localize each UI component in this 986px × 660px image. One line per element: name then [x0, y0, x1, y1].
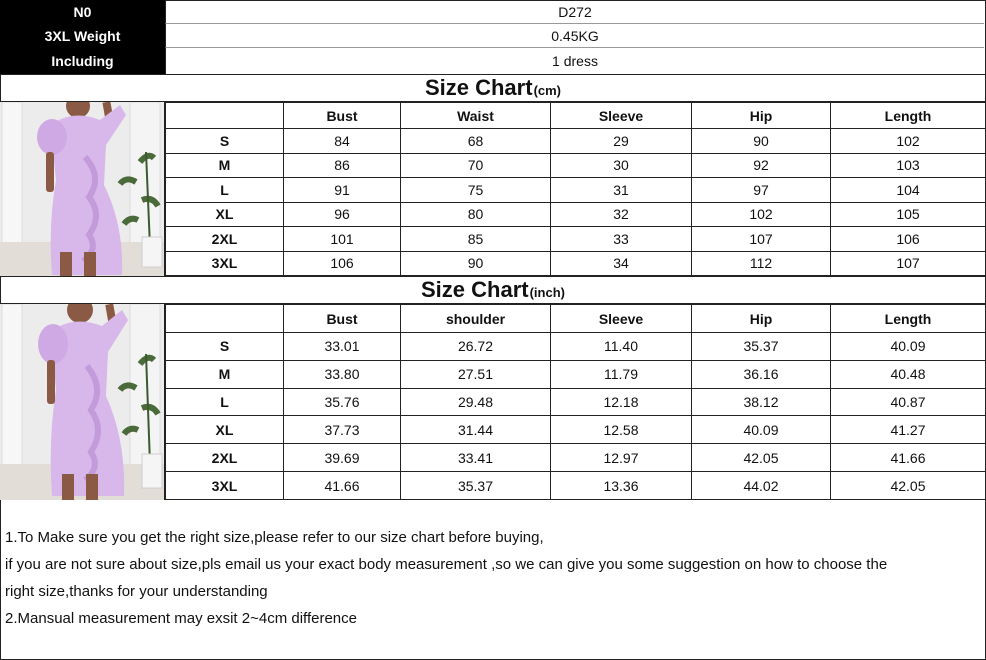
size-chart-inch-title — [0, 276, 986, 304]
measurement-cell: 11.79 — [551, 360, 692, 388]
size-label: XL — [166, 416, 284, 444]
measurement-cell: 85 — [401, 227, 551, 252]
column-header: Length — [831, 103, 986, 129]
measurement-cell: 75 — [401, 178, 551, 203]
measurement-cell: 101 — [284, 227, 401, 252]
title-text: Size Chart — [424, 75, 533, 100]
measurement-cell: 40.87 — [831, 388, 986, 416]
dress-image — [0, 304, 165, 500]
measurement-cell: 12.97 — [551, 444, 692, 472]
measurement-cell: 70 — [401, 153, 551, 178]
column-header: Sleeve — [551, 305, 692, 333]
size-label: S — [166, 129, 284, 154]
table-row — [166, 444, 986, 472]
label-including: Including — [0, 48, 165, 74]
table-row — [166, 153, 986, 178]
measurement-cell: 106 — [831, 227, 986, 252]
title-text: Size Chart — [421, 277, 529, 302]
measurement-cell: 107 — [831, 251, 986, 276]
measurement-cell: 11.40 — [551, 333, 692, 361]
column-header — [166, 305, 284, 333]
table-row — [166, 202, 986, 227]
value-including: 1 dress — [165, 48, 984, 74]
measurement-cell: 13.36 — [551, 472, 692, 500]
table-row — [166, 178, 986, 203]
measurement-cell: 96 — [284, 202, 401, 227]
measurement-cell: 29.48 — [401, 388, 551, 416]
column-header: Length — [831, 305, 986, 333]
measurement-cell: 40.09 — [692, 416, 831, 444]
measurement-cell: 102 — [692, 202, 831, 227]
measurement-cell: 37.73 — [284, 416, 401, 444]
title-unit: (cm) — [533, 83, 562, 98]
measurement-cell: 80 — [401, 202, 551, 227]
title-unit: (inch) — [529, 285, 565, 300]
note-line-2: if you are not sure about size,pls email us your exact body measurement ,so we can give you some suggestion on how to choose the — [5, 556, 888, 573]
measurement-cell: 26.72 — [401, 333, 551, 361]
measurement-cell: 35.76 — [284, 388, 401, 416]
measurement-cell: 41.27 — [831, 416, 986, 444]
column-header: Bust — [284, 305, 401, 333]
measurement-cell: 84 — [284, 129, 401, 154]
measurement-cell: 35.37 — [692, 333, 831, 361]
measurement-cell: 35.37 — [401, 472, 551, 500]
table-row — [166, 416, 986, 444]
size-label: 2XL — [166, 227, 284, 252]
size-table-inch — [165, 304, 986, 500]
measurement-cell: 112 — [692, 251, 831, 276]
value-no: D272 — [165, 0, 984, 24]
measurement-cell: 33.80 — [284, 360, 401, 388]
value-weight: 0.45KG — [165, 24, 984, 48]
measurement-cell: 92 — [692, 153, 831, 178]
measurement-cell: 44.02 — [692, 472, 831, 500]
measurement-cell: 91 — [284, 178, 401, 203]
measurement-cell: 104 — [831, 178, 986, 203]
measurement-cell: 40.48 — [831, 360, 986, 388]
table-row — [166, 333, 986, 361]
measurement-cell: 27.51 — [401, 360, 551, 388]
size-label: S — [166, 333, 284, 361]
measurement-cell: 39.69 — [284, 444, 401, 472]
measurement-cell: 102 — [831, 129, 986, 154]
size-label: 3XL — [166, 472, 284, 500]
measurement-cell: 106 — [284, 251, 401, 276]
measurement-cell: 30 — [551, 153, 692, 178]
measurement-cell: 31.44 — [401, 416, 551, 444]
table-row — [166, 472, 986, 500]
measurement-cell: 38.12 — [692, 388, 831, 416]
product-info-header — [0, 0, 986, 74]
table-header-row — [166, 305, 986, 333]
measurement-cell: 41.66 — [284, 472, 401, 500]
size-label: 3XL — [166, 251, 284, 276]
label-weight: 3XL Weight — [0, 24, 165, 48]
measurement-cell: 105 — [831, 202, 986, 227]
table-header-row — [166, 103, 986, 129]
table-row — [166, 227, 986, 252]
column-header: Bust — [284, 103, 401, 129]
size-label: M — [166, 153, 284, 178]
measurement-cell: 41.66 — [831, 444, 986, 472]
measurement-cell: 34 — [551, 251, 692, 276]
measurement-cell: 107 — [692, 227, 831, 252]
note-line-1: 1.To Make sure you get the right size,please refer to our size chart before buying, — [5, 529, 544, 546]
size-label: 2XL — [166, 444, 284, 472]
dress-photo-1 — [0, 102, 165, 276]
column-header: Waist — [401, 103, 551, 129]
measurement-cell: 68 — [401, 129, 551, 154]
measurement-cell: 103 — [831, 153, 986, 178]
size-table-cm — [165, 102, 986, 276]
size-label: L — [166, 388, 284, 416]
measurement-cell: 40.09 — [831, 333, 986, 361]
measurement-cell: 32 — [551, 202, 692, 227]
measurement-cell: 12.58 — [551, 416, 692, 444]
size-notes — [5, 524, 980, 632]
measurement-cell: 86 — [284, 153, 401, 178]
measurement-cell: 90 — [401, 251, 551, 276]
measurement-cell: 90 — [692, 129, 831, 154]
measurement-cell: 33.41 — [401, 444, 551, 472]
column-header: Hip — [692, 103, 831, 129]
size-chart-cm-title — [0, 74, 986, 102]
measurement-cell: 36.16 — [692, 360, 831, 388]
measurement-cell: 12.18 — [551, 388, 692, 416]
measurement-cell: 42.05 — [831, 472, 986, 500]
column-header — [166, 103, 284, 129]
size-label: L — [166, 178, 284, 203]
column-header: Hip — [692, 305, 831, 333]
size-label: M — [166, 360, 284, 388]
column-header: shoulder — [401, 305, 551, 333]
note-line-3: right size,thanks for your understanding — [5, 583, 268, 600]
dress-image — [0, 102, 165, 276]
column-header: Sleeve — [551, 103, 692, 129]
measurement-cell: 97 — [692, 178, 831, 203]
table-row — [166, 251, 986, 276]
table-row — [166, 360, 986, 388]
measurement-cell: 29 — [551, 129, 692, 154]
size-label: XL — [166, 202, 284, 227]
measurement-cell: 33 — [551, 227, 692, 252]
dress-photo-2 — [0, 304, 165, 500]
label-no: N0 — [0, 0, 165, 24]
note-line-4: 2.Mansual measurement may exsit 2~4cm difference — [5, 610, 357, 627]
measurement-cell: 31 — [551, 178, 692, 203]
measurement-cell: 33.01 — [284, 333, 401, 361]
table-row — [166, 388, 986, 416]
table-row — [166, 129, 986, 154]
measurement-cell: 42.05 — [692, 444, 831, 472]
